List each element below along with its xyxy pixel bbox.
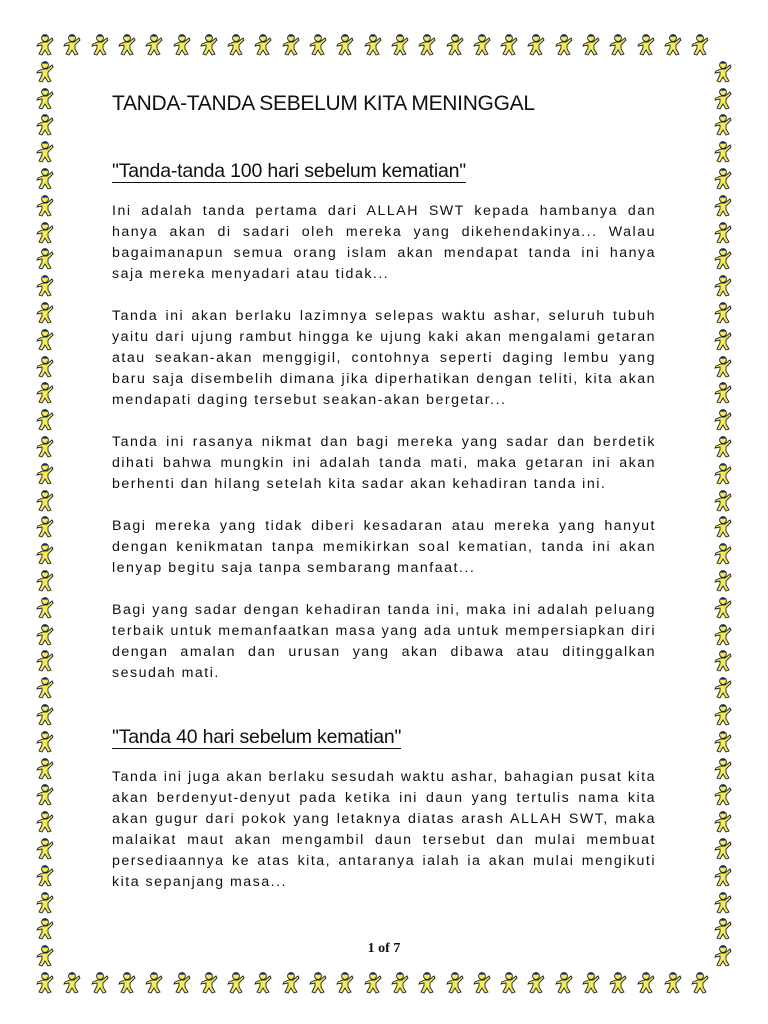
section-40-days <box>112 726 656 893</box>
border-figure-icon <box>34 916 56 940</box>
border-figure-icon <box>34 193 56 217</box>
border-figure-icon <box>498 970 520 994</box>
border-figure-icon <box>116 970 138 994</box>
border-figure-icon <box>712 193 734 217</box>
border-figure-icon <box>712 890 734 914</box>
border-figure-icon <box>712 809 734 833</box>
border-figure-icon <box>389 32 411 56</box>
border-figure-icon <box>607 32 629 56</box>
border-figure-icon <box>553 970 575 994</box>
border-figure-icon <box>525 32 547 56</box>
border-figure-icon <box>471 970 493 994</box>
border-figure-icon <box>34 702 56 726</box>
border-figure-icon <box>712 568 734 592</box>
border-figure-icon <box>444 970 466 994</box>
border-figure-icon <box>580 970 602 994</box>
border-figure-icon <box>635 32 657 56</box>
border-figure-icon <box>712 622 734 646</box>
border-figure-icon <box>280 32 302 56</box>
border-figure-icon <box>225 32 247 56</box>
border-figure-icon <box>712 702 734 726</box>
border-figure-icon <box>143 970 165 994</box>
border-figure-icon <box>389 970 411 994</box>
border-figure-icon <box>712 675 734 699</box>
border-figure-icon <box>89 32 111 56</box>
border-figure-icon <box>362 32 384 56</box>
border-figure-icon <box>525 970 547 994</box>
border-figure-icon <box>712 595 734 619</box>
border-figure-icon <box>34 327 56 351</box>
border-figure-icon <box>712 273 734 297</box>
border-figure-icon <box>171 32 193 56</box>
border-figure-icon <box>34 809 56 833</box>
border-figure-icon <box>712 514 734 538</box>
border-figure-icon <box>712 166 734 190</box>
border-figure-icon <box>34 675 56 699</box>
border-figure-icon <box>34 86 56 110</box>
border-figure-icon <box>252 970 274 994</box>
border-figure-icon <box>712 300 734 324</box>
border-figure-icon <box>34 380 56 404</box>
border-figure-icon <box>225 970 247 994</box>
paragraph: Bagi yang sadar dengan kehadiran tanda ini, maka ini adalah peluang terbaik untuk memanfaatkan masa yang ada untuk mempersiapkan diri dengan amalan dan urusan yang akan dibawa atau ditinggalkan sesudah mati. <box>112 602 656 681</box>
border-figure-icon <box>471 32 493 56</box>
border-figure-icon <box>61 970 83 994</box>
section-heading: "Tanda-tanda 100 hari sebelum kematian" <box>112 160 467 182</box>
paragraph: Ini adalah tanda pertama dari ALLAH SWT kepada hambanya dan hanya akan di sadari oleh mereka yang dikehendakinya... Walau bagaimanapun semua orang islam akan mendapat tanda ini hanya saja mereka menyadari atau tidak... <box>112 203 656 282</box>
border-figure-icon <box>34 729 56 753</box>
border-figure-icon <box>34 836 56 860</box>
border-figure-icon <box>34 890 56 914</box>
paragraph: Tanda ini juga akan berlaku sesudah waktu ashar, bahagian pusat kita akan berdenyut-denyut pada ketika ini daun yang tertulis nama kita akan gugur dari pokok yang letaknya diatas arash ALLAH SWT, maka malaikat maut akan mengambil daun tersebut dan mulai membuat persediaannya ke atas kita, antaranya ialah ia akan mulai mengikuti kita sepanjang masa... <box>112 769 656 890</box>
border-figure-icon <box>712 541 734 565</box>
border-figure-icon <box>34 782 56 806</box>
border-figure-icon <box>416 32 438 56</box>
border-figure-icon <box>607 970 629 994</box>
border-figure-icon <box>34 354 56 378</box>
border-figure-icon <box>712 916 734 940</box>
border-figure-icon <box>712 246 734 270</box>
border-figure-icon <box>34 863 56 887</box>
page-number: 1 of 7 <box>367 941 401 956</box>
border-figure-icon <box>198 970 220 994</box>
border-figure-icon <box>34 648 56 672</box>
border-figure-icon <box>252 32 274 56</box>
border-figure-icon <box>34 488 56 512</box>
border-figure-icon <box>712 756 734 780</box>
border-figure-icon <box>34 246 56 270</box>
border-figure-icon <box>712 86 734 110</box>
border-figure-icon <box>444 32 466 56</box>
border-figure-icon <box>712 488 734 512</box>
border-figure-icon <box>34 220 56 244</box>
border-figure-icon <box>416 970 438 994</box>
border-figure-icon <box>61 32 83 56</box>
border-figure-icon <box>712 112 734 136</box>
border-figure-icon <box>171 970 193 994</box>
border-figure-icon <box>34 756 56 780</box>
border-figure-icon <box>34 970 56 994</box>
border-figure-icon <box>662 970 684 994</box>
border-figure-icon <box>34 434 56 458</box>
border-figure-icon <box>712 782 734 806</box>
border-figure-icon <box>34 407 56 431</box>
border-figure-icon <box>34 59 56 83</box>
border-figure-icon <box>712 59 734 83</box>
border-figure-icon <box>712 836 734 860</box>
border-figure-icon <box>712 729 734 753</box>
border-figure-icon <box>712 354 734 378</box>
border-figure-icon <box>89 970 111 994</box>
border-figure-icon <box>334 970 356 994</box>
border-figure-icon <box>712 380 734 404</box>
border-figure-icon <box>143 32 165 56</box>
border-figure-icon <box>712 407 734 431</box>
border-figure-icon <box>34 461 56 485</box>
border-figure-icon <box>712 220 734 244</box>
border-figure-icon <box>280 970 302 994</box>
border-figure-icon <box>34 139 56 163</box>
border-figure-icon <box>635 970 657 994</box>
border-figure-icon <box>553 32 575 56</box>
border-figure-icon <box>34 541 56 565</box>
border-figure-icon <box>307 32 329 56</box>
border-figure-icon <box>34 514 56 538</box>
section-heading: "Tanda 40 hari sebelum kematian" <box>112 726 402 748</box>
border-figure-icon <box>307 970 329 994</box>
paragraph: Tanda ini akan berlaku lazimnya selepas waktu ashar, seluruh tubuh yaitu dari ujung rambut hingga ke ujung kaki akan mengalami getaran atau seakan-akan menggigil, contohnya seperti daging lembu yang baru saja disembelih dimana jika diperhatikan dengan teliti, kita akan mendapati daging tersebut seakan-akan bergetar... <box>112 308 656 408</box>
border-figure-icon <box>34 622 56 646</box>
document-title: TANDA-TANDA SEBELUM KITA MENINGGAL <box>112 92 535 115</box>
border-figure-icon <box>34 595 56 619</box>
border-figure-icon <box>712 434 734 458</box>
paragraph: Tanda ini rasanya nikmat dan bagi mereka yang sadar dan berdetik dihati bahwa mungkin ini adalah tanda mati, maka getaran ini akan berhenti dan hilang setelah kita sadar akan kehadiran tanda ini. <box>112 434 656 492</box>
border-figure-icon <box>712 863 734 887</box>
border-figure-icon <box>712 327 734 351</box>
border-figure-icon <box>34 166 56 190</box>
border-figure-icon <box>34 112 56 136</box>
border-figure-icon <box>689 970 711 994</box>
document-body <box>112 92 656 914</box>
border-figure-icon <box>34 300 56 324</box>
section-100-days <box>112 160 656 684</box>
border-figure-icon <box>689 32 711 56</box>
border-figure-icon <box>198 32 220 56</box>
border-figure-icon <box>362 970 384 994</box>
border-figure-icon <box>498 32 520 56</box>
border-figure-icon <box>580 32 602 56</box>
paragraph: Bagi mereka yang tidak diberi kesadaran atau mereka yang hanyut dengan kenikmatan tanpa memikirkan soal kematian, tanda ini akan lenyap begitu saja tanpa sembarang manfaat... <box>112 518 656 576</box>
border-figure-icon <box>712 648 734 672</box>
border-figure-icon <box>34 568 56 592</box>
border-figure-icon <box>712 139 734 163</box>
border-figure-icon <box>34 273 56 297</box>
border-figure-icon <box>34 32 56 56</box>
border-figure-icon <box>116 32 138 56</box>
border-figure-icon <box>712 461 734 485</box>
border-figure-icon <box>334 32 356 56</box>
border-figure-icon <box>662 32 684 56</box>
